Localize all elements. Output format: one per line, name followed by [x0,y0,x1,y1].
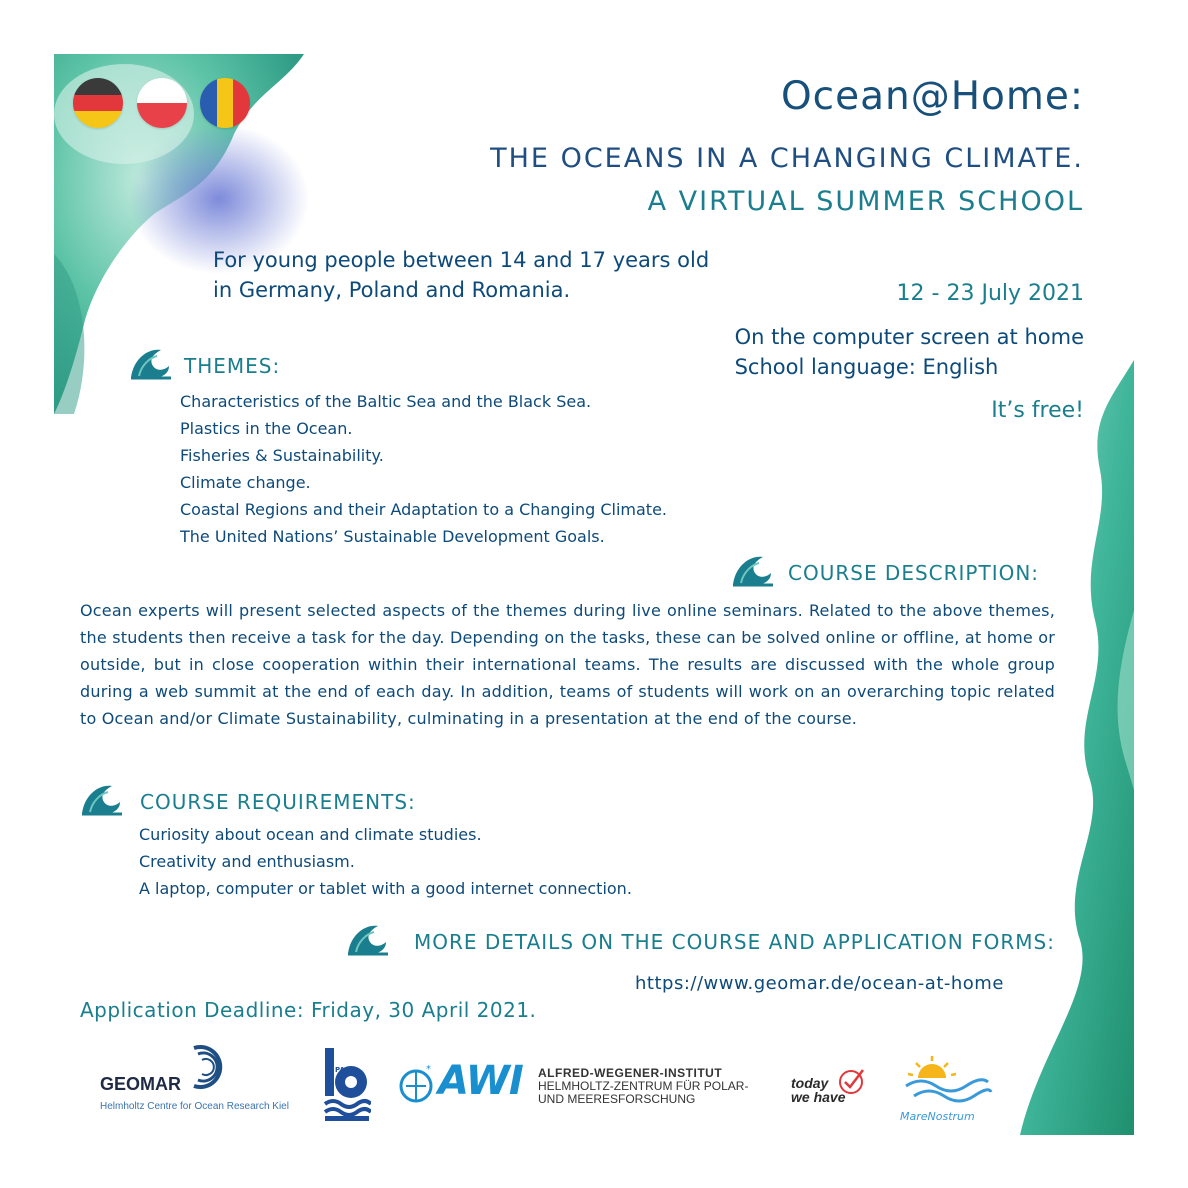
subtitle-line1: THE OCEANS IN A CHANGING CLIMATE. [490,143,1084,174]
themes-heading: THEMES: [184,354,281,378]
wave-icon [731,553,775,587]
list-item: The United Nations’ Sustainable Development Goals. [180,527,605,546]
poland-flag-icon [137,78,187,128]
list-item: A laptop, computer or tablet with a good internet connection. [139,879,632,898]
course-requirements-heading: COURSE REQUIREMENTS: [140,790,416,814]
list-item: Fisheries & Sustainability. [180,446,384,465]
iopan-mark-icon [323,1046,371,1122]
course-description-heading: COURSE DESCRIPTION: [788,561,1040,585]
themes-list [180,388,667,550]
today-line2: we have [791,1089,846,1105]
list-item: Curiosity about ocean and climate studies. [139,825,482,844]
germany-flag-icon [73,78,123,128]
svg-text:*: * [426,1064,431,1075]
wave-icon [129,346,173,380]
page-title: Ocean@Home: [780,74,1084,119]
geomar-globe-icon [180,1044,226,1090]
marenostrum-logo [896,1052,996,1124]
price-text: It’s free! [991,398,1084,423]
list-item: Plastics in the Ocean. [180,419,353,438]
wave-icon [80,782,124,816]
list-item: Coastal Regions and their Adaptation to a Changing Climate. [180,500,667,519]
subtitle-line2: A VIRTUAL SUMMER SCHOOL [647,186,1084,217]
geomar-subtitle: Helmholtz Centre for Ocean Research Kiel [100,1101,289,1112]
pan-label: PAN [335,1066,351,1074]
geomar-logo [100,1044,310,1119]
awi-globe-icon [398,1062,438,1106]
check-circle-icon [837,1066,867,1096]
audience-line1: For young people between 14 and 17 years old [213,248,710,272]
wave-icon [346,922,390,956]
today-line1: today [791,1075,829,1091]
awi-line1: ALFRED-WEGENER-INSTITUT [538,1066,723,1080]
today-we-have-logo [789,1066,869,1116]
iopan-logo [323,1046,371,1122]
audience-text [213,245,709,305]
list-item: Climate change. [180,473,311,492]
marenostrum-name: MareNostrum [900,1110,975,1123]
awi-name: AWI [438,1058,523,1104]
language-text: School language: English [734,355,999,379]
audience-line2: in Germany, Poland and Romania. [213,278,571,302]
course-logistics [735,322,1084,382]
course-dates: 12 - 23 July 2021 [896,281,1084,306]
location-text: On the computer screen at home [734,325,1084,349]
awi-line3: UND MEERESFORSCHUNG [538,1092,696,1106]
sun-waves-icon [896,1052,996,1108]
more-details-heading: MORE DETAILS ON THE COURSE AND APPLICATION FORMS: [414,930,1055,954]
course-url-link[interactable]: https://www.geomar.de/ocean-at-home [635,973,1004,994]
watercolor-right [1000,360,1134,1135]
list-item: Characteristics of the Baltic Sea and the Black Sea. [180,392,592,411]
course-description-text: Ocean experts will present selected aspects of the themes during live online seminars. Related to the above themes, the students then receive a task for the day. Depending on the tasks, these can be solved online or offline, at home or outside, but in close cooperation within their international teams. The results are discussed with the whole group during a web summit at the end of each day. In addition, teams of students will work on an overarching topic related to Ocean and/or Climate Sustainability, culminating in a presentation at the end of the course. [80,601,1055,728]
romania-flag-icon [200,78,250,128]
list-item: Creativity and enthusiasm. [139,852,355,871]
awi-line2: HELMHOLTZ-ZENTRUM FÜR POLAR- [538,1079,749,1093]
application-deadline: Application Deadline: Friday, 30 April 2021. [80,998,537,1022]
requirements-list [139,821,632,902]
geomar-name: GEOMAR [100,1074,181,1094]
awi-logo [398,1058,758,1118]
awi-text [538,1067,748,1106]
